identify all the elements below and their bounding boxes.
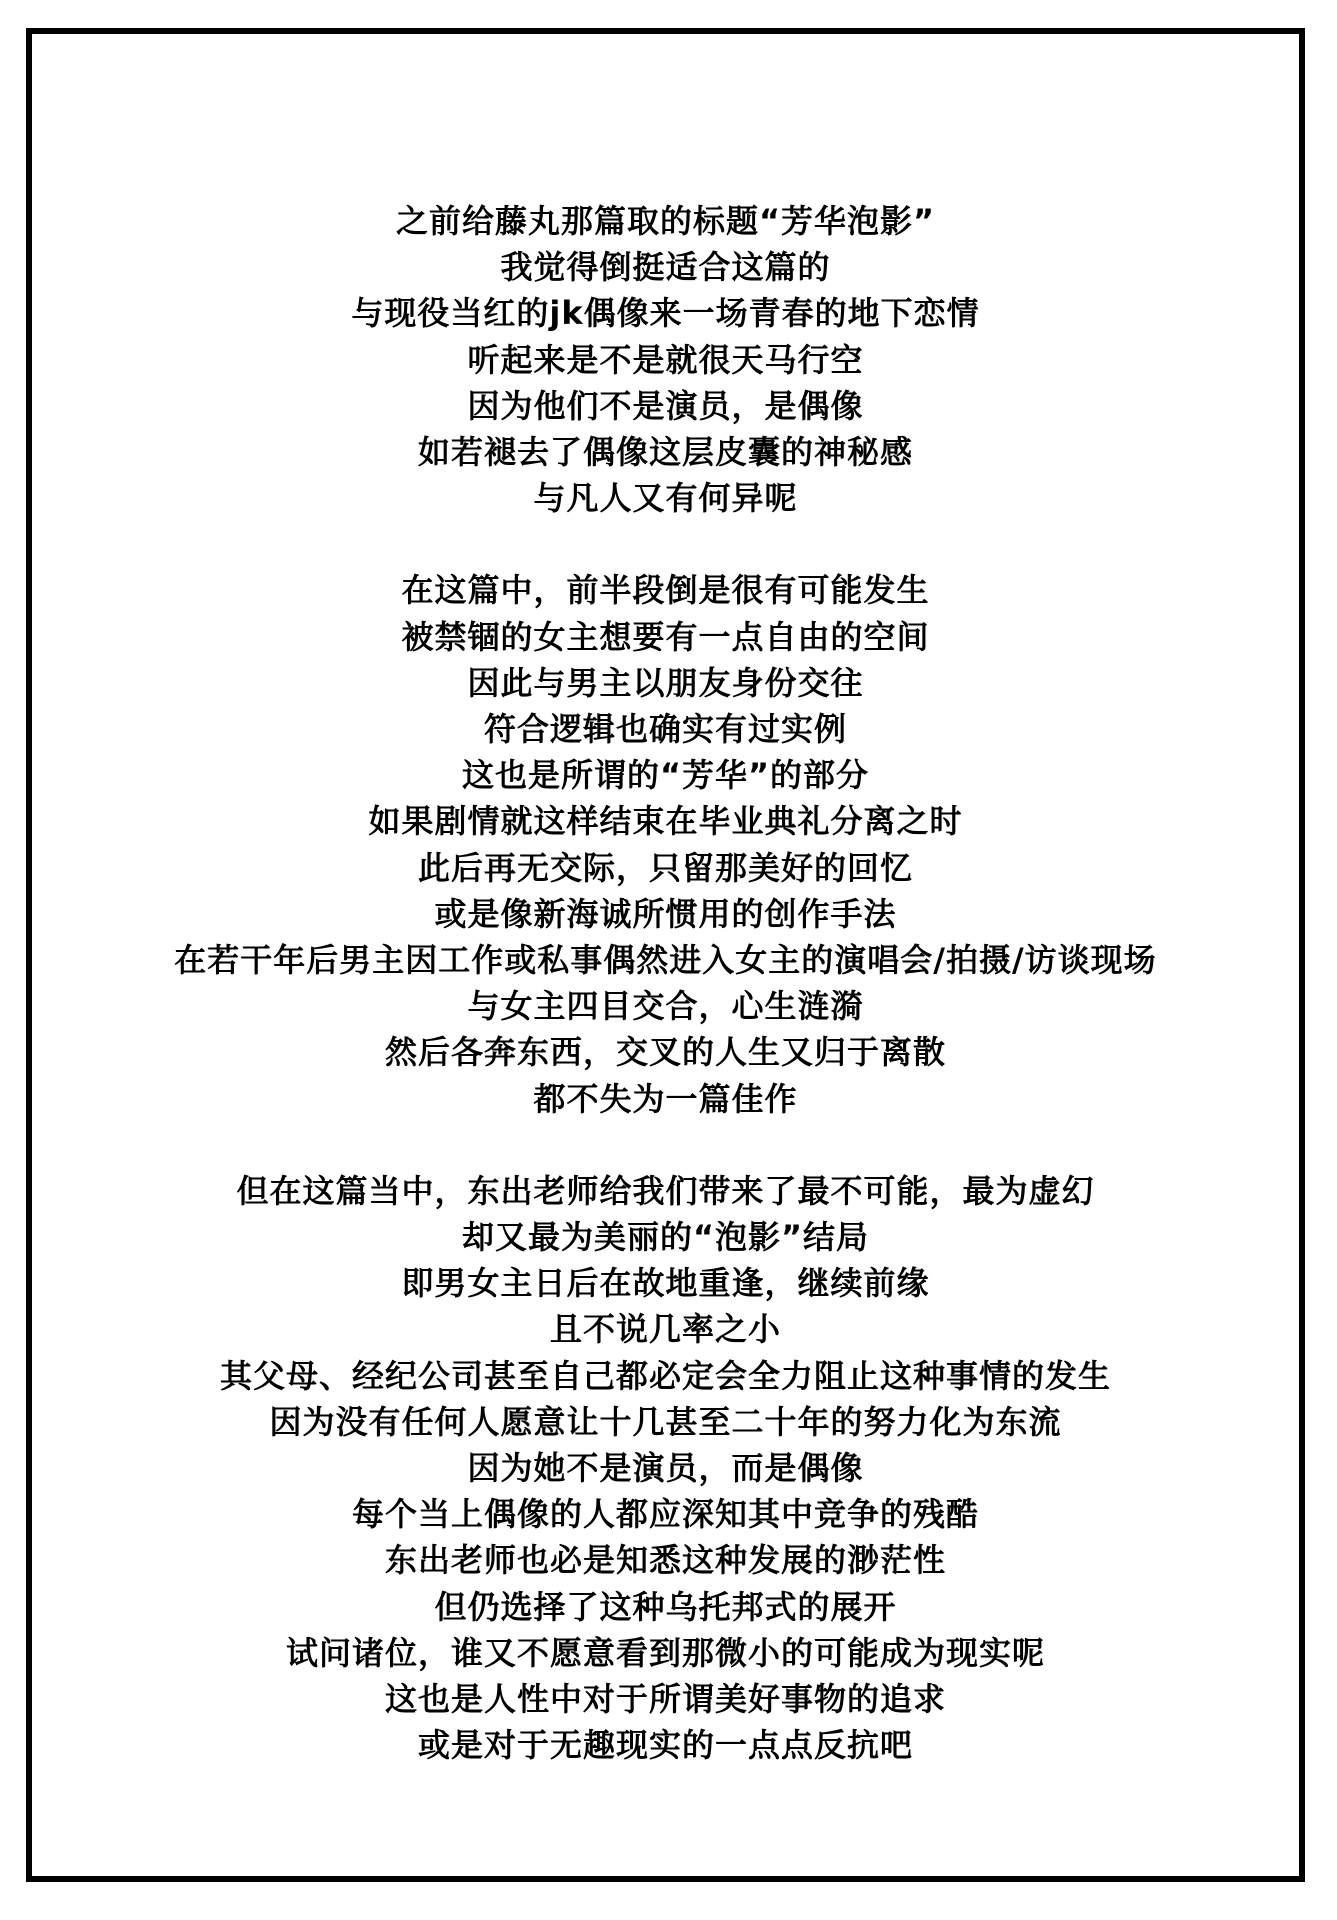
text-line: 因为他们不是演员，是偶像	[467, 386, 864, 425]
text-line: 如果剧情就这样结束在毕业典礼分离之时	[368, 802, 963, 841]
text-line: 都不失为一篇佳作	[533, 1079, 798, 1118]
text-line: 因此与男主以朋友身份交往	[467, 663, 864, 702]
text-line: 在这篇中，前半段倒是很有可能发生	[401, 571, 930, 610]
text-line: 之前给藤丸那篇取的标题“芳华泡影”	[395, 202, 936, 240]
page-frame	[26, 28, 1305, 1882]
paragraph-3	[32, 1168, 1299, 1769]
text-line: 我觉得倒挺适合这篇的	[500, 248, 831, 287]
text-line: 在若干年后男主因工作或私事偶然进入女主的演唱会/拍摄/访谈现场	[174, 941, 1157, 980]
text-line: 东出老师也必是知悉这种发展的渺茫性	[384, 1541, 946, 1580]
text-line: 听起来是不是就很天马行空	[467, 340, 864, 379]
text-line: 却又最为美丽的“泡影”结局	[461, 1218, 870, 1257]
text-line: 与现役当红的jk偶像来一场青春的地下恋情	[351, 294, 980, 333]
text-line: 或是像新海诚所惯用的创作手法	[434, 894, 897, 933]
text-line: 与凡人又有何异呢	[533, 479, 798, 518]
text-line: 每个当上偶像的人都应深知其中竞争的残酷	[351, 1495, 979, 1534]
text-line: 因为她不是演员，而是偶像	[467, 1449, 864, 1488]
paragraph-1	[32, 198, 1299, 521]
text-line: 如若褪去了偶像这层皮囊的神秘感	[417, 433, 913, 472]
paragraph-2	[32, 567, 1299, 1121]
text-line: 与女主四目交合，心生涟漪	[467, 987, 864, 1026]
article-text	[32, 198, 1299, 1769]
text-line: 即男女主日后在故地重逢，继续前缘	[401, 1264, 930, 1303]
text-line: 但仍选择了这种乌托邦式的展开	[434, 1587, 897, 1626]
text-line: 或是对于无趣现实的一点点反抗吧	[417, 1726, 913, 1765]
text-line: 且不说几率之小	[549, 1310, 781, 1349]
text-line: 符合逻辑也确实有过实例	[483, 710, 847, 749]
text-line: 其父母、经纪公司甚至自己都必定会全力阻止这种事情的发生	[219, 1356, 1111, 1395]
text-line: 这也是人性中对于所谓美好事物的追求	[384, 1680, 946, 1719]
text-line: 这也是所谓的“芳华”的部分	[461, 756, 870, 795]
text-line: 然后各奔东西，交叉的人生又归于离散	[384, 1033, 946, 1072]
text-line: 但在这篇当中，东出老师给我们带来了最不可能，最为虚幻	[236, 1171, 1095, 1210]
text-line: 因为没有任何人愿意让十几甚至二十年的努力化为东流	[269, 1402, 1062, 1441]
text-line: 试问诸位，谁又不愿意看到那微小的可能成为现实呢	[285, 1633, 1045, 1672]
text-line: 被禁锢的女主想要有一点自由的空间	[401, 617, 930, 656]
text-line: 此后再无交际，只留那美好的回忆	[417, 848, 913, 887]
